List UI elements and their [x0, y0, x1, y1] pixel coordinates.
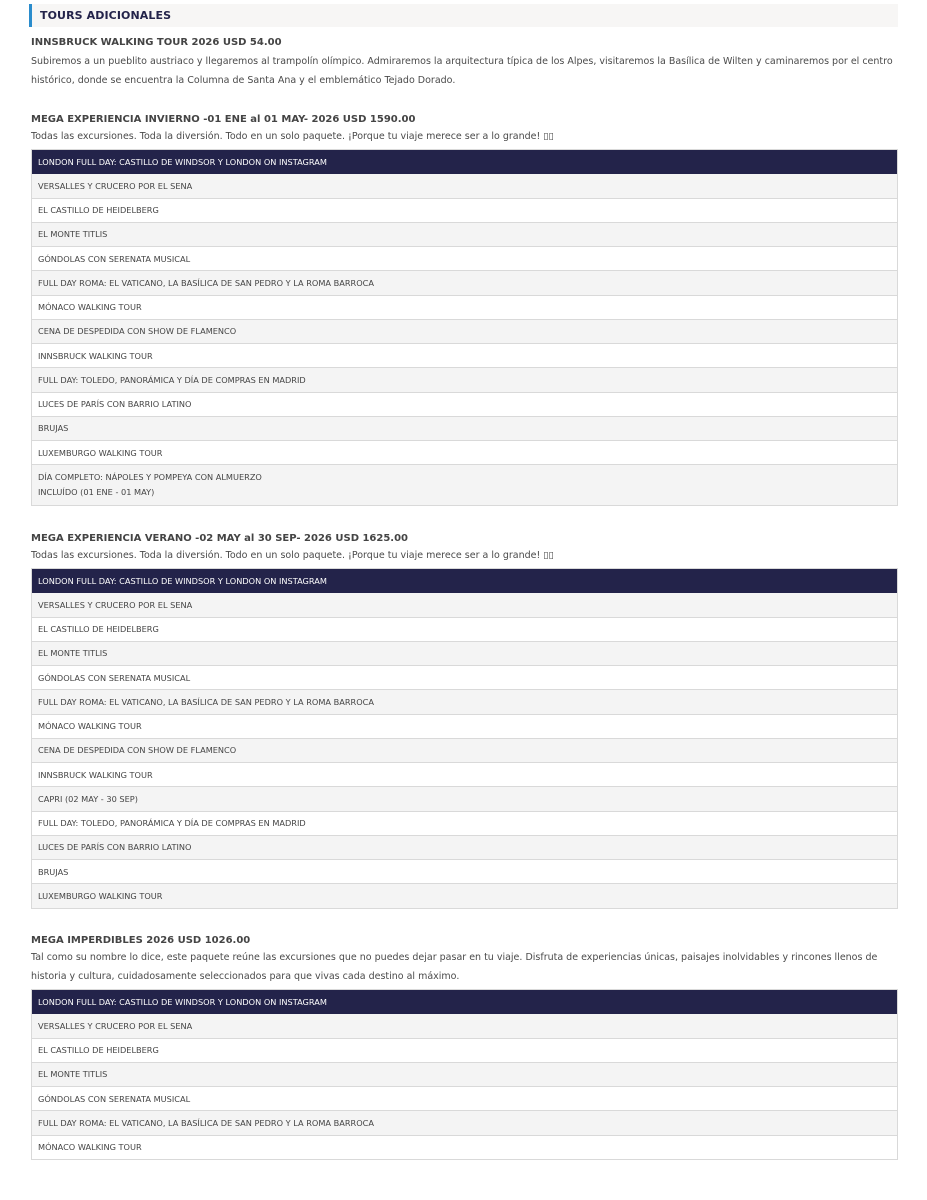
tour-list-item: INNSBRUCK WALKING TOUR — [32, 344, 897, 368]
tour-list-imperdibles — [31, 989, 898, 1160]
package-title: MEGA EXPERIENCIA VERANO -02 MAY al 30 SEP- 2026 USD 1625.00 — [31, 533, 409, 544]
package-description: Tal como su nombre lo dice, este paquete reúne las excursiones que no puedes dejar pasar en tu viaje. Disfruta de experiencias únicas, paisajes inolvidables y rincones llenos de historia y cultura, cuidadosamente seleccionados para que vivas cada destino al máximo. — [31, 952, 878, 982]
tour-list-item: LUCES DE PARÍS CON BARRIO LATINO — [32, 836, 897, 860]
tour-list-item: LUXEMBURGO WALKING TOUR — [32, 441, 897, 465]
tour-list-item: EL CASTILLO DE HEIDELBERG — [32, 1039, 897, 1063]
tour-list-item: VERSALLES Y CRUCERO POR EL SENA — [32, 1014, 897, 1038]
tour-list-item: GÓNDOLAS CON SERENATA MUSICAL — [32, 1087, 897, 1111]
package-title: INNSBRUCK WALKING TOUR 2026 USD 54.00 — [31, 37, 282, 48]
tour-list-item: LUCES DE PARÍS CON BARRIO LATINO — [32, 393, 897, 417]
tour-list-item: EL CASTILLO DE HEIDELBERG — [32, 618, 897, 642]
tour-list-item: GÓNDOLAS CON SERENATA MUSICAL — [32, 247, 897, 271]
tour-list-item: FULL DAY: TOLEDO, PANORÁMICA Y DÍA DE COMPRAS EN MADRID — [32, 368, 897, 392]
tour-list-item: EL MONTE TITLIS — [32, 223, 897, 247]
package-description: Todas las excursiones. Toda la diversión. Todo en un solo paquete. ¡Porque tu viaje merece ser a lo grande! ▯▯ — [31, 131, 554, 142]
tour-list-verano — [31, 568, 898, 909]
package-title: MEGA EXPERIENCIA INVIERNO -01 ENE al 01 MAY- 2026 USD 1590.00 — [31, 114, 416, 125]
tour-list-item: LUXEMBURGO WALKING TOUR — [32, 884, 897, 908]
package-invierno — [31, 113, 901, 147]
tour-list-item: BRUJAS — [32, 417, 897, 441]
tour-list-item: EL MONTE TITLIS — [32, 1063, 897, 1087]
tour-list-item: FULL DAY: TOLEDO, PANORÁMICA Y DÍA DE COMPRAS EN MADRID — [32, 812, 897, 836]
package-description: Todas las excursiones. Toda la diversión. Todo en un solo paquete. ¡Porque tu viaje merece ser a lo grande! ▯▯ — [31, 550, 554, 561]
tour-list-item: INNSBRUCK WALKING TOUR — [32, 763, 897, 787]
tour-list-item: VERSALLES Y CRUCERO POR EL SENA — [32, 174, 897, 198]
tour-list-item: MÓNACO WALKING TOUR — [32, 715, 897, 739]
tour-list-item: MÓNACO WALKING TOUR — [32, 1136, 897, 1160]
tour-list-item: BRUJAS — [32, 860, 897, 884]
section-title: TOURS ADICIONALES — [40, 9, 172, 22]
tour-list-item: EL CASTILLO DE HEIDELBERG — [32, 199, 897, 223]
tour-list-item: FULL DAY ROMA: EL VATICANO, LA BASÍLICA DE SAN PEDRO Y LA ROMA BARROCA — [32, 1111, 897, 1135]
package-imperdibles — [31, 934, 901, 986]
tour-list-item: FULL DAY ROMA: EL VATICANO, LA BASÍLICA DE SAN PEDRO Y LA ROMA BARROCA — [32, 271, 897, 295]
package-verano — [31, 532, 901, 566]
tour-list-item: CENA DE DESPEDIDA CON SHOW DE FLAMENCO — [32, 320, 897, 344]
tour-list-item: EL MONTE TITLIS — [32, 642, 897, 666]
tour-list-item: MÓNACO WALKING TOUR — [32, 296, 897, 320]
tour-list-invierno — [31, 149, 898, 506]
tour-list-item: VERSALLES Y CRUCERO POR EL SENA — [32, 593, 897, 617]
section-header — [29, 4, 898, 27]
package-description: Subiremos a un pueblito austriaco y llegaremos al trampolín olímpico. Admiraremos la arquitectura típica de los Alpes, visitaremos la Basílica de Wilten y caminaremos por el centro histórico, donde se encuentra la Columna de Santa Ana y el emblemático Tejado Dorado. — [31, 56, 893, 86]
package-title: MEGA IMPERDIBLES 2026 USD 1026.00 — [31, 935, 251, 946]
tour-list-item: CAPRI (02 MAY - 30 SEP) — [32, 787, 897, 811]
tour-list-item: LONDON FULL DAY: CASTILLO DE WINDSOR Y LONDON ON INSTAGRAM — [32, 569, 897, 593]
tour-list-item: GÓNDOLAS CON SERENATA MUSICAL — [32, 666, 897, 690]
tour-list-item: LONDON FULL DAY: CASTILLO DE WINDSOR Y LONDON ON INSTAGRAM — [32, 150, 897, 174]
tour-list-item: LONDON FULL DAY: CASTILLO DE WINDSOR Y LONDON ON INSTAGRAM — [32, 990, 897, 1014]
tour-list-item: FULL DAY ROMA: EL VATICANO, LA BASÍLICA DE SAN PEDRO Y LA ROMA BARROCA — [32, 690, 897, 714]
tour-list-item: DÍA COMPLETO: NÁPOLES Y POMPEYA CON ALMUERZO INCLUÍDO (01 ENE - 01 MAY) — [32, 465, 897, 506]
package-innsbruck — [31, 36, 901, 90]
tour-list-item: CENA DE DESPEDIDA CON SHOW DE FLAMENCO — [32, 739, 897, 763]
